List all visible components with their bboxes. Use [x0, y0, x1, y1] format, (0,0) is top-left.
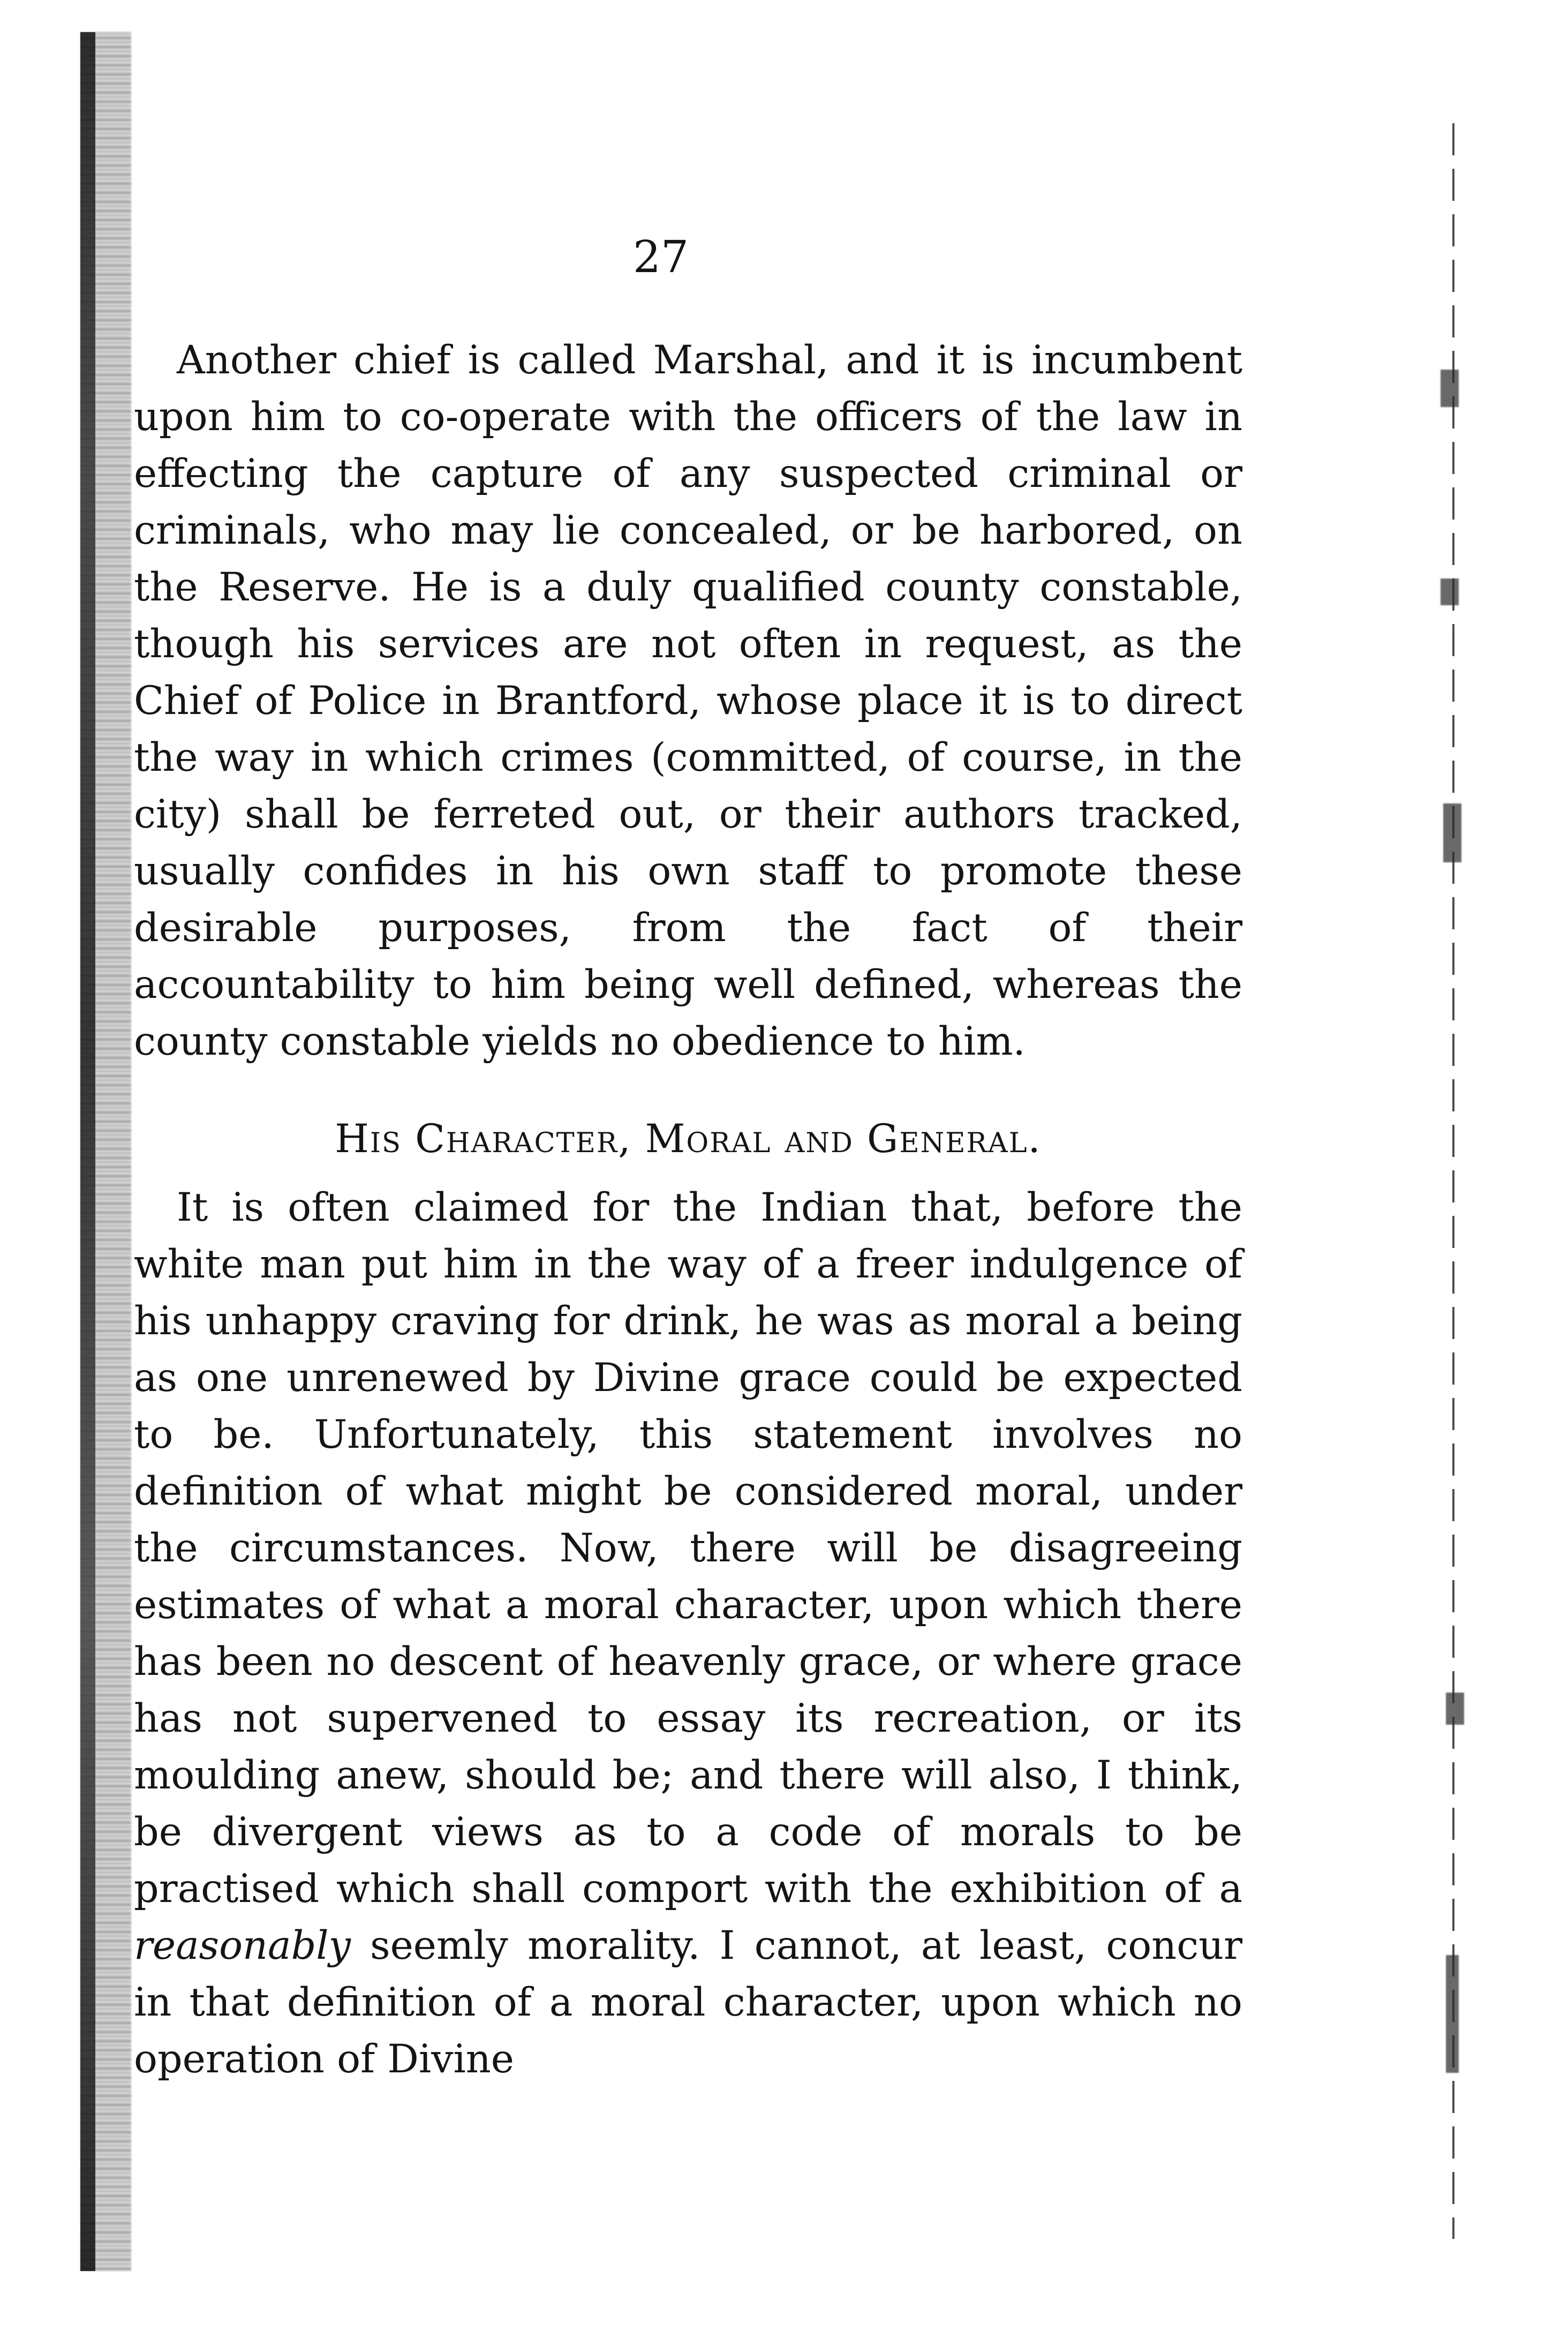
- emphasized-word: reasonably: [134, 1923, 351, 1968]
- bleed-through-mark: [1446, 1955, 1459, 2073]
- bleed-through-mark: [1441, 578, 1459, 605]
- paragraph-character: [134, 1179, 1242, 2088]
- page-number: 27: [632, 232, 689, 283]
- paragraph-text: It is often claimed for the Indian that, before the white man put him in the way of a freer indulgence of his unhappy craving for drink, he was as moral a being as one unrenewed by Divine grace could be expected to be. Unfortunately, this statement involves no definition of what might be considered moral, under the circumstances. Now, there will be disagreeing estimates of what a moral character, upon which there has been no descent of heavenly grace, or where grace has not supervened to essay its recreation, or its moulding anew, should be; and there will also, I think, be divergent views as to a code of morals to be practised which shall comport with the exhibition of a: [134, 1185, 1242, 1912]
- page-body: [134, 332, 1242, 2088]
- paragraph-marshal: Another chief is called Marshal, and it is incumbent upon him to co-operate with the officers of the law in effecting the capture of any suspected criminal or criminals, who may lie concealed, or be harbored, on the Reserve. He is a duly qualified county constable, though his services are not often in request, as the Chief of Police in Brantford, whose place it is to direct the way in which crimes (committed, of course, in the city) shall be ferreted out, or their authors tracked, usually confides in his own staff to promote these desirable purposes, from the fact of their accountability to him being well defined, whereas the county constable yields no obedience to him.: [134, 337, 1242, 1064]
- binding-shadow: [80, 32, 95, 2271]
- section-heading: His Character, Moral and General.: [335, 1116, 1042, 1162]
- paragraph-text: seemly morality. I cannot, at least, concur in that definition of a moral character, upon which no operation of Divine: [134, 1923, 1242, 2082]
- facing-page-edge: [1452, 123, 1454, 2239]
- bleed-through-mark: [1443, 803, 1461, 862]
- bleed-through-mark: [1446, 1693, 1464, 1725]
- bleed-through-mark: [1441, 370, 1459, 407]
